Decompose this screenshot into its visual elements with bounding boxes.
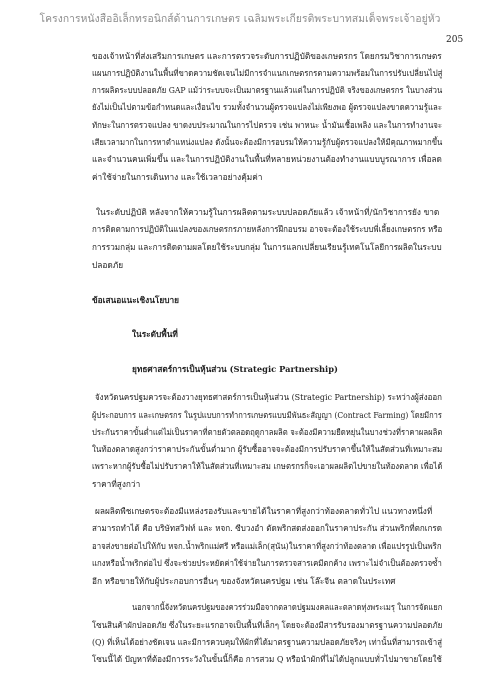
body-line: สามารถทำได้ คือ บริษัทสวิฟท์ และ หจก. ซีบวงอำ ตัดพริกสดส่งออกในราคาประกัน ส่วนพริกที่ตกเกรด: [92, 523, 443, 533]
body-line: ผลผลิตพืชเกษตรจะต้องมีแหล่งรองรับและขายได้ในราคาที่สูงกว่าท้องตลาดทั่วไป แนวทางหนึ่งที่: [95, 506, 433, 516]
running-header: โครงการหนังสืออิเล็กทรอนิกส์ด้านการเกษตร เฉลิมพระเกียรติพระบาทสมเด็จพระเจ้าอยู่หัว: [39, 13, 441, 25]
body-line: แกงหรือน้ำพริกต่อไป ซึ่งจะช่วยประหยัดค่าใช้จ่ายในการตรวจสารเคมีตกค้าง เพราะไม่จำเป็นต้องตรวจซ้ำ: [92, 558, 442, 568]
body-line: อีก หรือขายให้กับผู้ประกอบการอื่นๆ ของจังหวัดนครปฐม เช่น โล๊ะจีน ตลาดในประเทศ: [92, 576, 396, 586]
body-line: ปลอดภัย: [92, 260, 124, 270]
body-line: ในท้องตลาดสูงกว่าราคาประกันขั้นต่ำมาก ผู้รับซื้ออาจจะต้องมีการปรับราคาขึ้นให้ในสัดส่วนที่เหมาะสม: [92, 444, 443, 454]
body-line: แผนการปฏิบัติงานในพื้นที่ขาดความชัดเจนไม่มีการจำแนกเกษตรกรตามความพร้อมในการปรับเปลี่ยนไปสู่: [92, 68, 443, 78]
body-line: โซนนี้ได้ ปัญหาที่ต้องมีการระวังในขั้นนี้ก็คือ การสวม Q หรือนำผักที่ไม่ได้ปลูกแบบทั่วไปมาขายโดยใช้: [92, 654, 442, 664]
body-line: และจำนวนคนเพิ่มขึ้น และในการปฏิบัติงานในพื้นที่หลายหน่วยงานต้องทำงานแบบบูรณาการ เพื่อลด: [92, 154, 442, 164]
subsection-heading: ยุทธศาสตร์การเป็นหุ้นส่วน (Strategic Partnership): [132, 364, 338, 374]
body-line: (Q) ที่เห็นได้อย่างชัดเจน และมีการควบคุมให้ผักที่ได้มาตรฐานความปลอดภัยจริงๆ เท่านั้นที่สามารถเข้าสู่: [92, 637, 442, 647]
body-line: ของเจ้าหน้าที่ส่งเสริมการเกษตร และการตรวจระดับการปฏิบัติของเกษตรกร โดยกรมวิชาการเกษตร: [92, 51, 442, 61]
body-line: การผลิตระบบปลอดภัย GAP แม้ว่าระบบจะเป็นมาตรฐานแล้วแต่ในการปฏิบัติ จริงของเกษตรกร ในบางส่วน: [92, 85, 443, 95]
subsection-heading: ในระดับพื้นที่: [132, 329, 178, 339]
body-line: ค่าใช้จ่ายในการเดินทาง และใช้เวลาอย่างคุ้มค่า: [92, 172, 263, 182]
body-line: จังหวัดนครปฐมควรจะต้องวางยุทธศาสตร์การเป็นหุ้นส่วน (Strategic Partnership) ระหว่างผู้ส่งออก: [95, 392, 443, 402]
page-number: 205: [446, 35, 464, 45]
body-line: ในระดับปฏิบัติ หลังจากให้ความรู้ในการผลิตตามระบบปลอดภัยแล้ว เจ้าหน้าที่/นักวิชาการยัง ขาด: [96, 207, 440, 217]
body-line: อาจส่งขายต่อไปให้กับ หจก.น้ำพริกแม่ศรี หรือแม่เล็ก(สุนัน)ในราคาที่สูงกว่าท้องตลาด เพื่อแปรรูปเป็นพริก: [92, 541, 442, 551]
section-heading: ข้อเสนอแนะเชิงนโยบาย: [92, 295, 179, 305]
body-line: นอกจากนี้จังหวัดนครปฐมของควรร่วมมือจากตลาดปฐมมงคลและตลาดทุ่งพระเมรุ ในการจัดแยก: [132, 602, 443, 612]
body-line: ทักษะในการตรวจแปลง ขาดงบประมาณในการไปตรวจ เช่น พาหนะ น้ำมันเชื้อเพลิง และในการทำงานจะ: [92, 120, 443, 130]
body-line: เพราะหากผู้รับซื้อไม่ปรับราคาให้ในสัดส่วนที่เหมาะสม เกษตรกรก็จะเอาผลผลิตไปขายในท้องตลาด เพื่อได้: [92, 461, 443, 471]
body-line: ราคาที่สูงกว่า: [92, 479, 141, 489]
body-line: ผู้ประกอบการ และเกษตรกร ในรูปแบบการทำการเกษตรแบบมีพันธะสัญญา (Contract Farming) โดยมีการ: [92, 410, 442, 420]
body-line: ยังไม่เป็นไปตามข้อกำหนดและเงื่อนไข รวมทั้งจำนวนผู้ตรวจแปลงไม่เพียงพอ ผู้ตรวจแปลงขาดความรู้และ: [92, 102, 443, 112]
body-line: เสียเวลามากในการหาตำแหน่งแปลง ดังนั้นจะต้องมีการอบรมให้ความรู้กับผู้ตรวจแปลงให้มีคุณภาพมากขึ้น: [92, 137, 443, 147]
body-line: ประกันราคาขั้นต่ำแต่ไม่เป็นราคาที่ตายตัวตลอดฤดูกาลผลิต จะต้องมีความยืดหยุ่นในบางช่วงที่ราคาผลผลิต: [92, 427, 443, 437]
body-line: การติดตามการปฏิบัติในแปลงของเกษตรกรภายหลังการฝึกอบรม อาจจะต้องใช้ระบบพี่เลี้ยงเกษตรกร หรือ: [92, 224, 443, 234]
body-line: การรวมกลุ่ม และการติดตามผลโดยใช้ระบบกลุ่ม ในการแลกเปลี่ยนเรียนรู้เทคโนโลยีการผลิตในระบบ: [92, 242, 442, 252]
body-line: โซนสินค้าผักปลอดภัย ซึ่งในระยะแรกอาจเป็นพื้นที่เล็กๆ โดยจะต้องมีสารรับรองมาตรฐานความปลอดภัย: [92, 620, 443, 630]
